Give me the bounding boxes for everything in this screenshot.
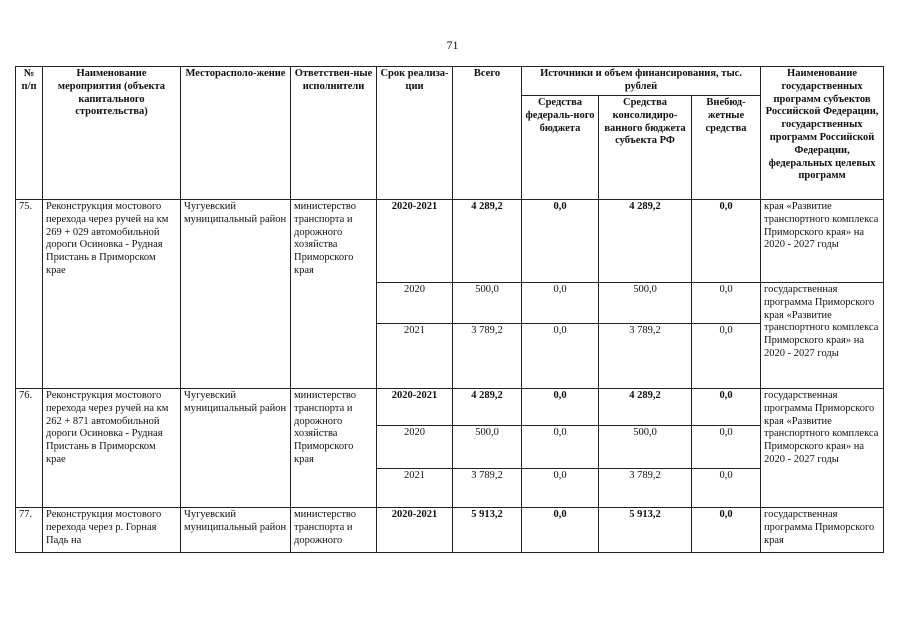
header-federal: Средства федераль-ного бюджета (522, 96, 599, 200)
header-sources: Источники и объем финансирования, тыс. рублей (522, 67, 761, 96)
cell-period: 2020-2021 (377, 200, 453, 283)
header-name: Наименование мероприятия (объекта капитального строительства) (43, 67, 181, 200)
cell-period: 2020-2021 (377, 508, 453, 553)
cell-federal: 0,0 (522, 283, 599, 324)
cell-period: 2021 (377, 324, 453, 389)
row-location: Чугуевский муниципальный район (181, 389, 291, 508)
cell-period: 2020 (377, 426, 453, 469)
cell-consolidated: 3 789,2 (599, 324, 692, 389)
header-executors: Ответствен-ные исполнители (291, 67, 377, 200)
cell-consolidated: 4 289,2 (599, 200, 692, 283)
cell-consolidated: 500,0 (599, 283, 692, 324)
cell-total: 500,0 (453, 426, 522, 469)
cell-total: 5 913,2 (453, 508, 522, 553)
cell-extrabudget: 0,0 (692, 324, 761, 389)
cell-period: 2020 (377, 283, 453, 324)
table-row (16, 389, 884, 426)
cell-extrabudget: 0,0 (692, 469, 761, 508)
cell-consolidated: 500,0 (599, 426, 692, 469)
header-extrabudget: Внебюд-жетные средства (692, 96, 761, 200)
header-consolidated: Средства консолидиро-ванного бюджета субъекта РФ (599, 96, 692, 200)
cell-total: 4 289,2 (453, 389, 522, 426)
cell-total: 3 789,2 (453, 469, 522, 508)
header-programs: Наименование государственных программ субъектов Российской Федерации, государственных программ Российской Федерации, федеральных целевых программ (761, 67, 884, 200)
cell-period: 2021 (377, 469, 453, 508)
cell-extrabudget: 0,0 (692, 200, 761, 283)
cell-federal: 0,0 (522, 508, 599, 553)
header-no: № п/п (16, 67, 43, 200)
table-row (16, 508, 884, 553)
row-name: Реконструкция мостового перехода через р. Горная Падь на (43, 508, 181, 553)
cell-program: края «Развитие транспортного комплекса Приморского края» на 2020 - 2027 годы (761, 200, 884, 283)
row-number: 76. (16, 389, 43, 508)
row-number: 77. (16, 508, 43, 553)
cell-federal: 0,0 (522, 469, 599, 508)
table-row (16, 200, 884, 283)
cell-period: 2020-2021 (377, 389, 453, 426)
header-location: Месторасполо-жение (181, 67, 291, 200)
cell-federal: 0,0 (522, 324, 599, 389)
cell-federal: 0,0 (522, 200, 599, 283)
row-executor: министерство транспорта и дорожного хозяйства Приморского края (291, 200, 377, 389)
cell-program: государственная программа Приморского края «Развитие транспортного комплекса Приморского края» на 2020 - 2027 годы (761, 389, 884, 508)
row-location: Чугуевский муниципальный район (181, 508, 291, 553)
cell-total: 3 789,2 (453, 324, 522, 389)
cell-program: государственная программа Приморского края (761, 508, 884, 553)
row-executor: министерство транспорта и дорожного хозяйства Приморского края (291, 389, 377, 508)
cell-total: 500,0 (453, 283, 522, 324)
cell-extrabudget: 0,0 (692, 283, 761, 324)
cell-federal: 0,0 (522, 426, 599, 469)
header-total: Всего (453, 67, 522, 200)
row-executor: министерство транспорта и дорожного (291, 508, 377, 553)
cell-federal: 0,0 (522, 389, 599, 426)
cell-consolidated: 4 289,2 (599, 389, 692, 426)
row-name: Реконструкция мостового перехода через ручей на км 262 + 871 автомобильной дороги Осиновка - Рудная Пристань в Приморском крае (43, 389, 181, 508)
cell-total: 4 289,2 (453, 200, 522, 283)
page-number: 71 (446, 38, 459, 52)
cell-extrabudget: 0,0 (692, 508, 761, 553)
cell-extrabudget: 0,0 (692, 389, 761, 426)
row-location: Чугуевский муниципальный район (181, 200, 291, 389)
row-name: Реконструкция мостового перехода через ручей на км 269 + 029 автомобильной дороги Осиновка - Рудная Пристань в Приморском крае (43, 200, 181, 389)
cell-extrabudget: 0,0 (692, 426, 761, 469)
cell-consolidated: 3 789,2 (599, 469, 692, 508)
row-number: 75. (16, 200, 43, 389)
header-period: Срок реализа-ции (377, 67, 453, 200)
cell-consolidated: 5 913,2 (599, 508, 692, 553)
cell-program: государственная программа Приморского края «Развитие транспортного комплекса Приморского края» на 2020 - 2027 годы (761, 283, 884, 389)
financing-table (15, 66, 884, 553)
